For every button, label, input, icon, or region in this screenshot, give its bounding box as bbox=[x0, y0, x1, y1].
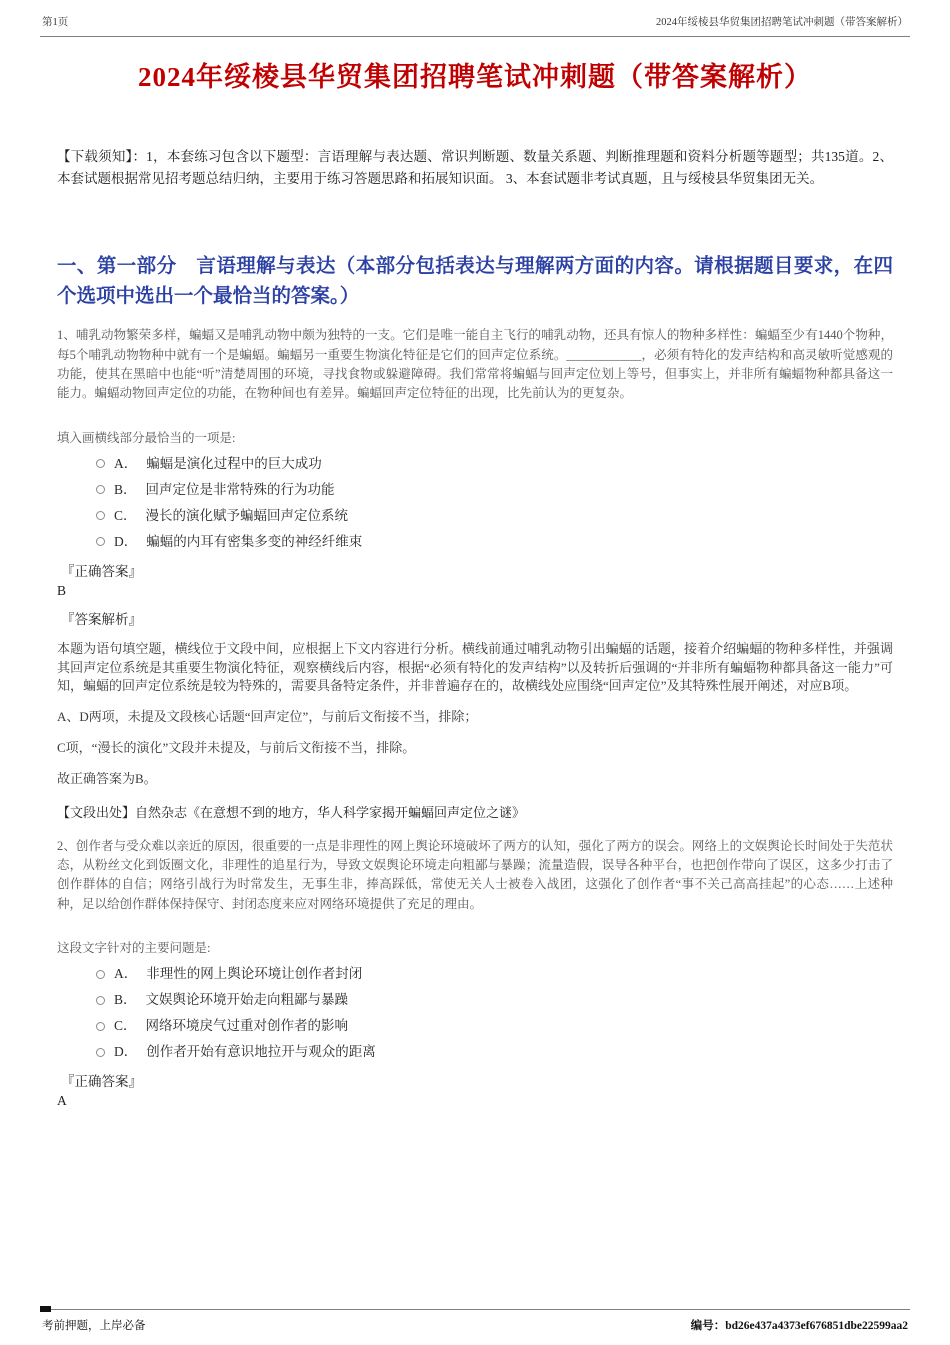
radio-icon[interactable] bbox=[96, 1048, 105, 1057]
option-row[interactable] bbox=[96, 1017, 893, 1035]
question-1-stem: 1、哺乳动物繁荣多样，蝙蝠又是哺乳动物中颇为独特的一支。它们是唯一能自主飞行的哺乳动物，还具有惊人的物种多样性：蝙蝠至少有1440个物种，每5个哺乳动物物种中就有一个是蝙蝠。蝙蝠另一重要生物演化特征是它们的回声定位系统。____________，必须有特化的发声结构和高灵敏听觉感观的功能，使其在黑暗中也能“听”清楚周围的环境，寻找食物或躲避障碍。我们常常将蝙蝠与回声定位划上等号，但事实上，并非所有蝙蝠物种都具备这一能力。蝙蝠动物回声定位的功能，在物种间也有差异。蝙蝠回声定位特征的出现，比先前认为的更复杂。 bbox=[57, 328, 893, 401]
option-text: 蝙蝠的内耳有密集多变的神经纤维束 bbox=[146, 533, 363, 549]
radio-icon[interactable] bbox=[96, 511, 105, 520]
footer-slogan: 考前押题，上岸必备 bbox=[42, 1320, 146, 1332]
question-2-options bbox=[96, 965, 893, 1061]
option-row[interactable] bbox=[96, 991, 893, 1009]
footer-tick-mark bbox=[40, 1306, 51, 1312]
analysis-paragraph: A、D两项，未提及文段核心话题“回声定位”，与前后文衔接不当，排除； bbox=[57, 709, 478, 725]
option-letter: B． bbox=[114, 992, 137, 1008]
header-divider bbox=[40, 36, 910, 37]
radio-icon[interactable] bbox=[96, 537, 105, 546]
download-notice: 【下载须知】：1，本套练习包含以下题型：言语理解与表达题、常识判断题、数量关系题、判断推理题和资料分析题等题型；共135道。2、本套试题根据常见招考题总结归纳，主要用于练习答题思路和拓展知识面。 3、本套试题非考试真题，且与绥棱县华贸集团无关。 bbox=[57, 149, 893, 186]
option-letter: D． bbox=[114, 1044, 138, 1060]
question-2-prompt: 这段文字针对的主要问题是: bbox=[57, 941, 211, 956]
header-doc-title: 2024年绥棱县华贸集团招聘笔试冲刺题（带答案解析） bbox=[656, 17, 908, 28]
option-text: 非理性的网上舆论环境让创作者封闭 bbox=[146, 966, 363, 982]
option-row[interactable] bbox=[96, 965, 893, 983]
question-1-prompt: 填入画横线部分最恰当的一项是: bbox=[57, 430, 236, 445]
passage-source: 【文段出处】自然杂志《在意想不到的地方，华人科学家揭开蝙蝠回声定位之谜》 bbox=[57, 804, 526, 820]
section-heading: 一、第一部分 言语理解与表达（本部分包括表达与理解两方面的内容。请根据题目要求，在四个选项中选出一个最恰当的答案。） bbox=[57, 255, 893, 307]
option-text: 创作者开始有意识地拉开与观众的距离 bbox=[146, 1044, 376, 1060]
radio-icon[interactable] bbox=[96, 459, 105, 468]
option-letter: B． bbox=[114, 481, 137, 497]
page-header bbox=[0, 0, 950, 34]
page-number: 第1页 bbox=[42, 17, 69, 28]
analysis-paragraph: C项，“漫长的演化”文段并未提及，与前后文衔接不当，排除。 bbox=[57, 740, 416, 756]
option-text: 蝙蝠是演化过程中的巨大成功 bbox=[146, 455, 322, 471]
radio-icon[interactable] bbox=[96, 996, 105, 1005]
correct-answer-label: 『正确答案』 bbox=[61, 563, 142, 579]
option-letter: C． bbox=[114, 507, 137, 523]
option-row[interactable] bbox=[96, 455, 893, 473]
correct-answer-label: 『正确答案』 bbox=[61, 1074, 142, 1090]
option-text: 回声定位是非常特殊的行为功能 bbox=[145, 481, 335, 497]
page-title: 2024年绥棱县华贸集团招聘笔试冲刺题（带答案解析） bbox=[138, 62, 812, 92]
option-letter: D． bbox=[114, 533, 138, 549]
option-row[interactable] bbox=[96, 507, 893, 525]
option-text: 文娱舆论环境开始走向粗鄙与暴躁 bbox=[145, 992, 349, 1008]
question-1 bbox=[0, 326, 950, 821]
correct-answer-value: B bbox=[57, 582, 67, 598]
option-row[interactable] bbox=[96, 1043, 893, 1061]
option-text: 漫长的演化赋予蝙蝠回声定位系统 bbox=[145, 507, 349, 523]
radio-icon[interactable] bbox=[96, 970, 105, 979]
question-1-options bbox=[96, 455, 893, 551]
radio-icon[interactable] bbox=[96, 485, 105, 494]
question-2 bbox=[0, 837, 950, 1110]
option-row[interactable] bbox=[96, 533, 893, 551]
radio-icon[interactable] bbox=[96, 1022, 105, 1031]
analysis-paragraph: 本题为语句填空题，横线位于文段中间，应根据上下文内容进行分析。横线前通过哺乳动物引出蝙蝠的话题，接着介绍蝙蝠的物种多样性，并强调其回声定位系统是其重要生物演化特征，观察横线后内容，根据“必须有特化的发声结构”以及转折后强调的“并非所有蝙蝠物种都具备这一能力”可知，蝙蝠的回声定位系统是较为特殊的，需要具备特定条件，并非普遍存在的，故横线处应围绕“回声定位”及其特殊性展开阐述，对应B项。 bbox=[57, 640, 893, 694]
analysis-label: 『答案解析』 bbox=[61, 611, 142, 627]
footer-divider bbox=[40, 1309, 910, 1310]
option-letter: A． bbox=[114, 455, 138, 471]
correct-answer-value: A bbox=[57, 1093, 67, 1109]
option-letter: A． bbox=[114, 966, 138, 982]
option-letter: C． bbox=[114, 1018, 137, 1034]
option-row[interactable] bbox=[96, 481, 893, 499]
option-text: 网络环境戾气过重对创作者的影响 bbox=[145, 1018, 349, 1034]
page-footer bbox=[42, 1317, 908, 1333]
question-2-stem: 2、创作者与受众难以亲近的原因，很重要的一点是非理性的网上舆论环境破坏了两方的认知，强化了两方的误会。网络上的文娱舆论长时间处于失范状态，从粉丝文化到饭圈文化，非理性的追星行为，导致文娱舆论环境走向粗鄙与暴躁；流量造假，误导各种平台，也把创作带向了误区，这多少打击了创作群体的自信；网络引战行为时常发生，无事生非，捧高踩低，常使无关人士被卷入战团，这强化了创作者“事不关己高高挂起”的心态……上述种种，足以给创作群体保持保守、封闭态度来应对网络环境提供了充足的理由。 bbox=[57, 838, 893, 911]
footer-doc-id: 编号：bd26e437a4373ef676851dbe22599aa2 bbox=[690, 1320, 908, 1332]
analysis-paragraph: 故正确答案为B。 bbox=[57, 770, 157, 786]
